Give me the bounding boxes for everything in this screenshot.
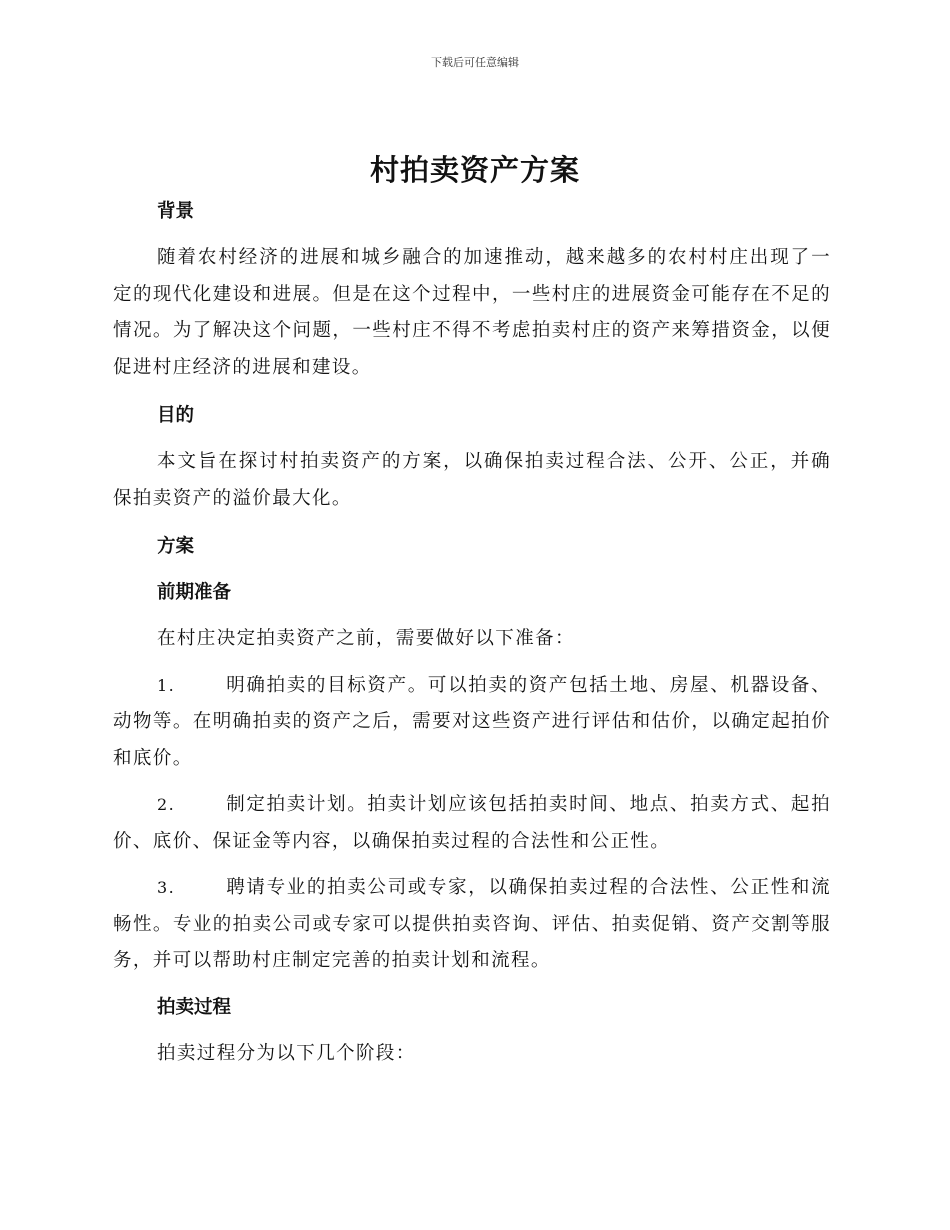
preparation-intro: 在村庄决定拍卖资产之前，需要做好以下准备： [157,628,575,649]
document-body [113,194,831,1072]
document-title: 村拍卖资产方案 [369,153,580,187]
list-item-number: 2. [157,795,176,814]
list-item [113,870,831,980]
section-heading-process: 拍卖过程 [157,996,232,1018]
page-header-note: 下载后可任意编辑 [431,56,519,69]
purpose-paragraph: 本文旨在探讨村拍卖资产的方案，以确保拍卖过程合法、公开、公正，并确保拍卖资产的溢价最大化。 [113,451,831,509]
list-item-text: 制定拍卖计划。拍卖计划应该包括拍卖时间、地点、拍卖方式、起拍价、底价、保证金等内容，以确保拍卖过程的合法性和公正性。 [113,794,831,852]
process-intro: 拍卖过程分为以下几个阶段： [157,1042,416,1064]
section-heading-background: 背景 [157,201,195,222]
list-item [113,668,831,778]
list-item-text: 明确拍卖的目标资产。可以拍卖的资产包括土地、房屋、机器设备、动物等。在明确拍卖的资产之后，需要对这些资产进行评估和估价，以确定起拍价和底价。 [113,674,831,769]
list-item [113,787,831,860]
list-item-number: 3. [157,878,176,897]
list-item-text: 聘请专业的拍卖公司或专家，以确保拍卖过程的合法性、公正性和流畅性。专业的拍卖公司或专家可以提供拍卖咨询、评估、拍卖促销、资产交割等服务，并可以帮助村庄制定完善的拍卖计划和流程。 [113,877,831,971]
section-heading-plan: 方案 [157,536,195,557]
section-heading-purpose: 目的 [157,405,195,426]
background-paragraph: 随着农村经济的进展和城乡融合的加速推动，越来越多的农村村庄出现了一定的现代化建设和进展。但是在这个过程中，一些村庄的进展资金可能存在不足的情况。为了解决这个问题，一些村庄不得不考虑拍卖村庄的资产来筹措资金，以便促进村庄经济的进展和建设。 [113,247,831,378]
list-item-number: 1. [157,675,176,695]
section-heading-preparation: 前期准备 [157,582,232,603]
